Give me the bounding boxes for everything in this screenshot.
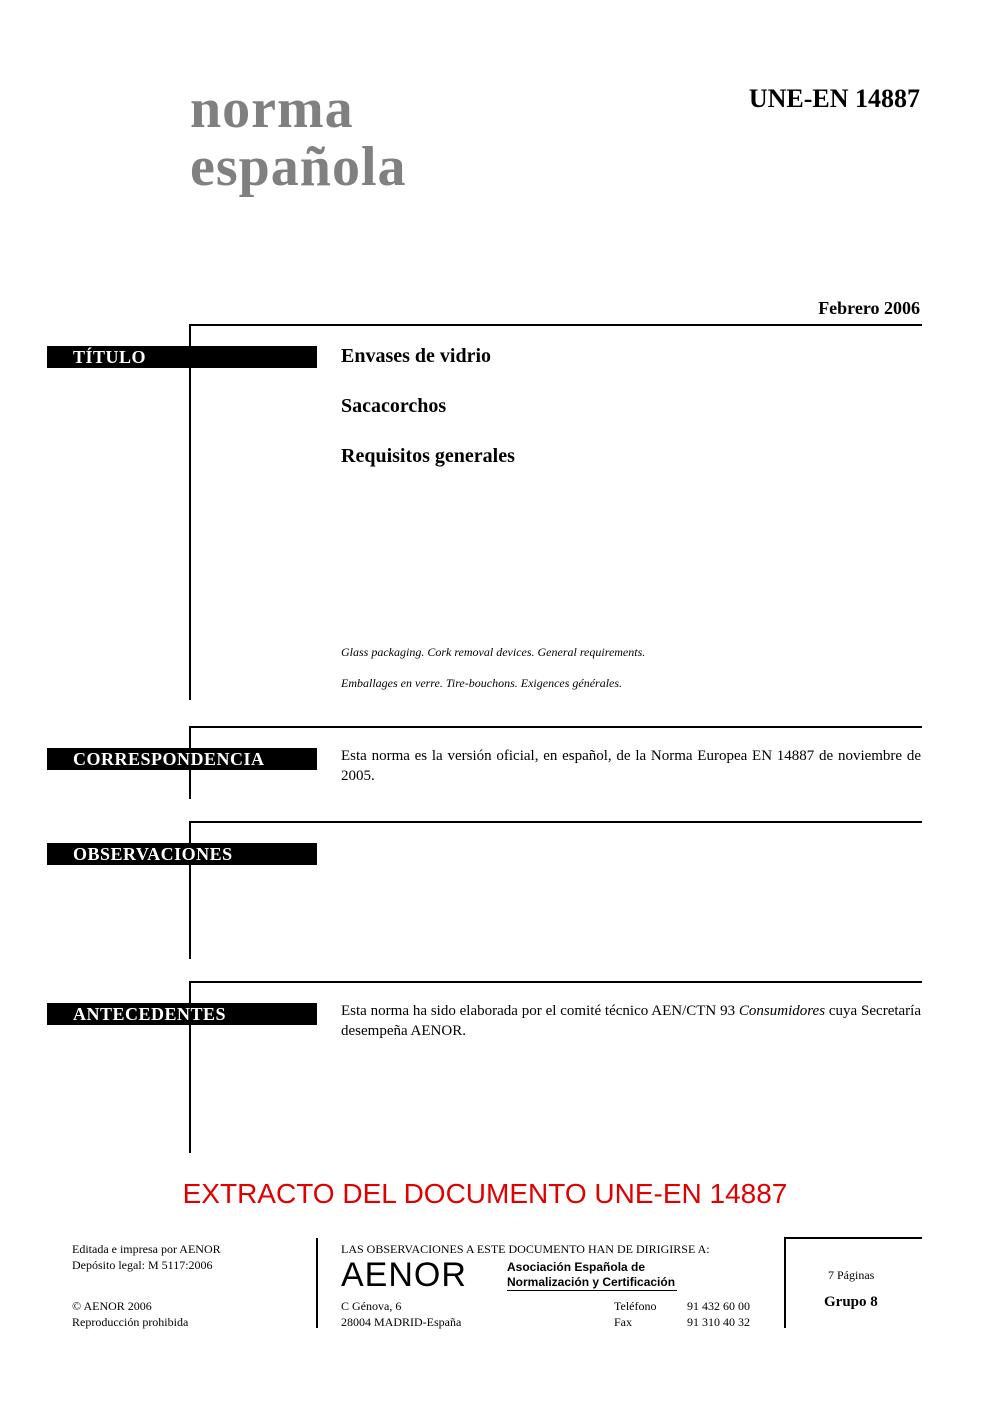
antecedentes-text-end: cuya Secretaría desempeña AENOR.	[341, 1003, 921, 1039]
title-line-3: Requisitos generales	[341, 445, 515, 467]
brand-line-1: norma	[190, 78, 354, 140]
english-title: Glass packaging. Cork removal devices. General requirements.	[341, 645, 646, 659]
footer-address	[341, 1298, 461, 1330]
reproduction-notice: Reproducción prohibida	[72, 1315, 189, 1329]
footer-box-top	[784, 1237, 922, 1239]
footer-phone-labels	[614, 1298, 656, 1330]
correspondencia-text: Esta norma es la versión oficial, en español, de la Norma Europea EN 14887 de noviembre de 2005.	[341, 748, 921, 784]
aenor-full-name	[507, 1260, 675, 1290]
section-divider	[190, 821, 922, 823]
section-label-titulo: TÍTULO	[47, 346, 317, 368]
footer-contact-heading: LAS OBSERVACIONES A ESTE DOCUMENTO HAN DE DIRIGIRSE A:	[341, 1242, 710, 1256]
fax-number: 91 310 40 32	[687, 1315, 750, 1329]
footer-phone-values	[687, 1298, 750, 1330]
edited-by: Editada e impresa por AENOR	[72, 1242, 221, 1256]
aenor-logo: AENOR	[341, 1256, 467, 1294]
antecedentes-text-start: Esta norma ha sido elaborada por el comité técnico AEN/CTN 93	[341, 1003, 739, 1019]
title-line-1: Envases de vidrio	[341, 345, 492, 367]
legal-deposit: Depósito legal: M 5117:2006	[72, 1258, 213, 1272]
french-title: Emballages en verre. Tire-bouchons. Exigences générales.	[341, 676, 623, 690]
antecedentes-text	[341, 1001, 921, 1041]
publication-date: Febrero 2006	[818, 298, 920, 318]
section-divider	[190, 726, 922, 728]
committee-name: Consumidores	[738, 1003, 826, 1019]
brand-title	[190, 80, 407, 196]
phone-label: Teléfono	[614, 1299, 657, 1313]
section-divider	[190, 324, 922, 326]
brand-line-2: española	[190, 136, 407, 198]
address-city: 28004 MADRID-España	[341, 1315, 462, 1329]
footer-copyright	[72, 1298, 188, 1330]
section-rule	[189, 324, 191, 700]
price-group: Grupo 8	[824, 1294, 878, 1310]
footer-box-side	[784, 1237, 786, 1328]
footer-publisher	[72, 1241, 221, 1273]
title-line-2: Sacacorchos	[341, 395, 447, 417]
section-label-antecedentes: ANTECEDENTES	[47, 1003, 317, 1025]
phone-number: 91 432 60 00	[687, 1299, 750, 1313]
copyright: © AENOR 2006	[72, 1299, 152, 1313]
org-name-line-2: Normalización y Certificación	[507, 1275, 676, 1289]
standard-code: UNE-EN 14887	[748, 84, 920, 113]
section-label-observaciones: OBSERVACIONES	[47, 843, 317, 865]
extract-watermark: EXTRACTO DEL DOCUMENTO UNE-EN 14887	[182, 1178, 788, 1209]
logo-underline	[507, 1290, 677, 1291]
footer-divider	[316, 1238, 318, 1328]
address-street: C Génova, 6	[341, 1299, 402, 1313]
org-name-line-1: Asociación Española de	[507, 1260, 646, 1274]
section-label-correspondencia: CORRESPONDENCIA	[47, 748, 317, 770]
section-rule	[189, 821, 191, 959]
fax-label: Fax	[614, 1315, 632, 1329]
page-count: 7 Páginas	[828, 1268, 875, 1282]
section-divider	[190, 981, 922, 983]
